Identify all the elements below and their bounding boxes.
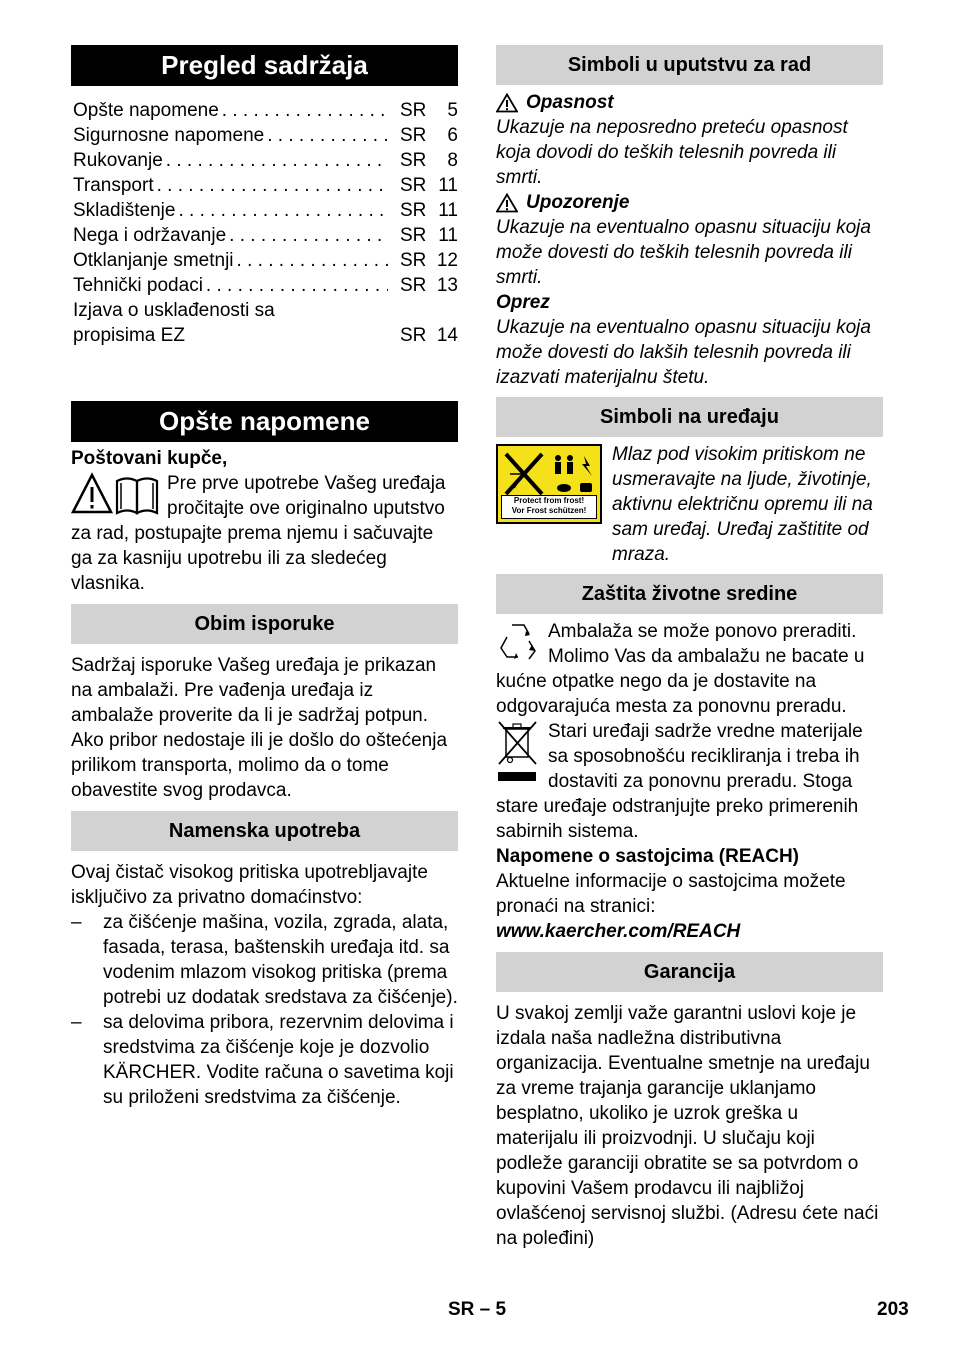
footer-section: SR – 5 [448, 1299, 507, 1320]
toc-leader [203, 273, 388, 298]
toc-leader [264, 123, 388, 148]
toc-entry[interactable] [73, 273, 458, 298]
toc-entry-page: 8 [447, 150, 458, 171]
recycling-icon [496, 619, 540, 663]
intended-use-intro: Ovaj čistač visokog pritiska upotrebljavajte isključivo za privatno domaćinstvo: [71, 862, 428, 908]
delivery-paragraph-2: Ako pribor nedostaje ili je došlo do oštećenja prilikom transporta, molimo da o tome obavestite svog prodavca. [71, 730, 448, 801]
intended-use-list [71, 910, 458, 1110]
footer-page-number: 203 [877, 1299, 909, 1320]
warning-label: Upozorenje [526, 192, 630, 213]
toc-entry-prefix: SR [400, 150, 427, 171]
symbols-device-heading: Simboli na uređaju [496, 397, 883, 437]
toc-entry-title: Rukovanje [73, 150, 163, 171]
toc-entry-title: Otklanjanje smetnji [73, 250, 234, 271]
intended-use-heading: Namenska upotreba [71, 811, 458, 851]
toc-entry-title: Skladištenje [73, 200, 176, 221]
toc-entry-title: Transport [73, 175, 154, 196]
device-symbol-block [496, 442, 883, 567]
toc-entry-prefix: SR [400, 325, 427, 346]
device-symbol-text: Mlaz pod visokim pritiskom ne usmeravajte na ljude, životinje, aktivnu električnu opremu ili na sam uređaj. Uređaj zaštitite od mraza. [612, 444, 873, 565]
reach-link[interactable]: www.kaercher.com/REACH [496, 921, 741, 942]
toc-entry-title: Opšte napomene [73, 100, 219, 121]
danger-label: Opasnost [526, 92, 614, 113]
warning-read-manual-icon [71, 471, 159, 517]
toc-entry[interactable] [73, 148, 458, 173]
delivery-heading: Obim isporuke [71, 604, 458, 644]
table-of-contents [73, 98, 458, 348]
frost-label-text [501, 495, 597, 519]
toc-entry-prefix: SR [400, 275, 427, 296]
toc-leader [234, 248, 388, 273]
symbols-manual-heading: Simboli u uputstvu za rad [496, 45, 883, 85]
toc-entry[interactable] [73, 298, 458, 348]
toc-leader [226, 223, 388, 248]
crossed-bin-icon [496, 719, 540, 783]
reach-heading: Napomene o sastojcima (REACH) [496, 846, 800, 867]
no-spray-symbols-icon [502, 450, 598, 498]
toc-entry[interactable] [73, 198, 458, 223]
toc-entry-title-line1: Izjava o usklađenosti sa [73, 300, 275, 321]
warning-triangle-icon [496, 93, 518, 113]
toc-entry-prefix: SR [400, 200, 427, 221]
toc-leader [175, 198, 388, 223]
toc-entry-page: 11 [438, 225, 458, 246]
warranty-heading: Garancija [496, 952, 883, 992]
toc-entry-title-line2: propisima EZ [73, 325, 185, 346]
toc-entry-page: 13 [436, 275, 458, 296]
general-heading: Opšte napomene [71, 401, 458, 442]
toc-entry[interactable] [73, 248, 458, 273]
weee-paragraph [496, 719, 883, 844]
toc-entry[interactable] [73, 98, 458, 123]
toc-leader [163, 148, 388, 173]
weee-text: Stari uređaji sadrže vredne materijale sa sposobnošću recikliranja i treba ih dostaviti za ponovnu preradu. Stoga stare uređaje odstranjujte preko primerenih sabirnih sistema. [496, 721, 863, 842]
intro-text-first: Pre prve upotrebe Vašeg uređaja pročitajte ove originalno [167, 473, 446, 519]
warning-triangle-icon [496, 193, 518, 213]
caution-label: Oprez [496, 292, 550, 313]
toc-entry-title: Sigurnosne napomene [73, 125, 265, 146]
frost-label-line2: Vor Frost schützen! [511, 506, 587, 515]
intro-text-rest: uputstvo za rad, postupajte prema njemu i sačuvajte ga za kasniju upotrebu ili za sledećeg vlasnika. [71, 498, 445, 594]
toc-entry-prefix: SR [400, 175, 427, 196]
toc-entry-page: 12 [436, 250, 458, 271]
warning-line [496, 190, 883, 215]
toc-entry-page: 5 [447, 100, 458, 121]
toc-heading: Pregled sadržaja [71, 45, 458, 86]
greeting: Poštovani kupče, [71, 448, 228, 469]
list-item: – za čišćenje mašina, vozila, zgrada, alata, fasada, terasa, baštenskih uređaja itd. sa vodenim mlazom visokog pritiska (prema potrebi uz dodatak sredstava za čišćenje). [71, 910, 458, 1010]
recycling-paragraph [496, 619, 883, 719]
frost-label-line1: Protect from frost! [513, 496, 585, 505]
reach-text: Aktuelne informacije o sastojcima možete pronaći na stranici: [496, 871, 846, 917]
toc-entry[interactable] [73, 173, 458, 198]
left-column [71, 45, 458, 1110]
toc-entry-page: 11 [438, 200, 458, 221]
read-manual-notice [71, 471, 458, 596]
list-item: – sa delovima pribora, rezervnim delovima i sredstvima za čišćenje koje je dozvolio KÄRCHER. Vodite računa o savetima koji su priloženi sredstvima za čišćenje. [71, 1010, 458, 1110]
danger-text: Ukazuje na neposredno preteću opasnost koja dovodi do teških telesnih povreda ili smrti. [496, 117, 848, 188]
toc-leader [219, 98, 388, 123]
environment-heading: Zaštita životne sredine [496, 574, 883, 614]
toc-entry-prefix: SR [400, 250, 427, 271]
toc-entry-page: 14 [436, 325, 458, 346]
toc-leader [154, 173, 388, 198]
toc-entry[interactable] [73, 123, 458, 148]
warning-text: Ukazuje na eventualno opasnu situaciju koja može dovesti do teških telesnih povreda ili smrti. [496, 217, 871, 288]
warranty-text: U svakoj zemlji važe garantni uslovi koje je izdala naša nadležna distributivna organizacija. Eventualne smetnje na uređaju za vreme trajanja garancije uklanjamo besplatno, ukoliko je uzrok greška u materijalu ili proizvodnji. U slučaju koji podleže garanciji obratite se sa potvrdom o kupovini Vašem prodavcu ili najbližoj ovlašćenoj servisnoj službi. (Adresu ćete naći na poleđini) [496, 1003, 879, 1249]
toc-entry-prefix: SR [400, 100, 427, 121]
caution-text: Ukazuje na eventualno opasnu situaciju koja može dovesti do lakših telesnih povreda ili izazvati materijalnu štetu. [496, 317, 871, 388]
right-column [496, 45, 883, 1251]
toc-entry[interactable] [73, 223, 458, 248]
toc-entry-title [73, 298, 388, 348]
toc-entry-title: Nega i održavanje [73, 225, 227, 246]
toc-entry-page: 11 [438, 175, 458, 196]
frost-warning-label [496, 444, 602, 524]
recycling-text: Ambalaža se može ponovo preraditi. Molimo Vas da ambalažu ne bacate u kućne otpatke nego da je dostavite na odgovarajuća mesta za ponovnu preradu. [496, 621, 865, 717]
danger-line [496, 90, 883, 115]
delivery-paragraph-1: Sadržaj isporuke Vašeg uređaja je prikazan na ambalaži. Pre vađenja uređaja iz ambalaže proverite da li je sadržaj potpun. [71, 655, 437, 726]
toc-entry-page: 6 [447, 125, 458, 146]
toc-entry-prefix: SR [400, 225, 427, 246]
toc-entry-prefix: SR [400, 125, 427, 146]
toc-entry-title: Tehnički podaci [73, 275, 203, 296]
